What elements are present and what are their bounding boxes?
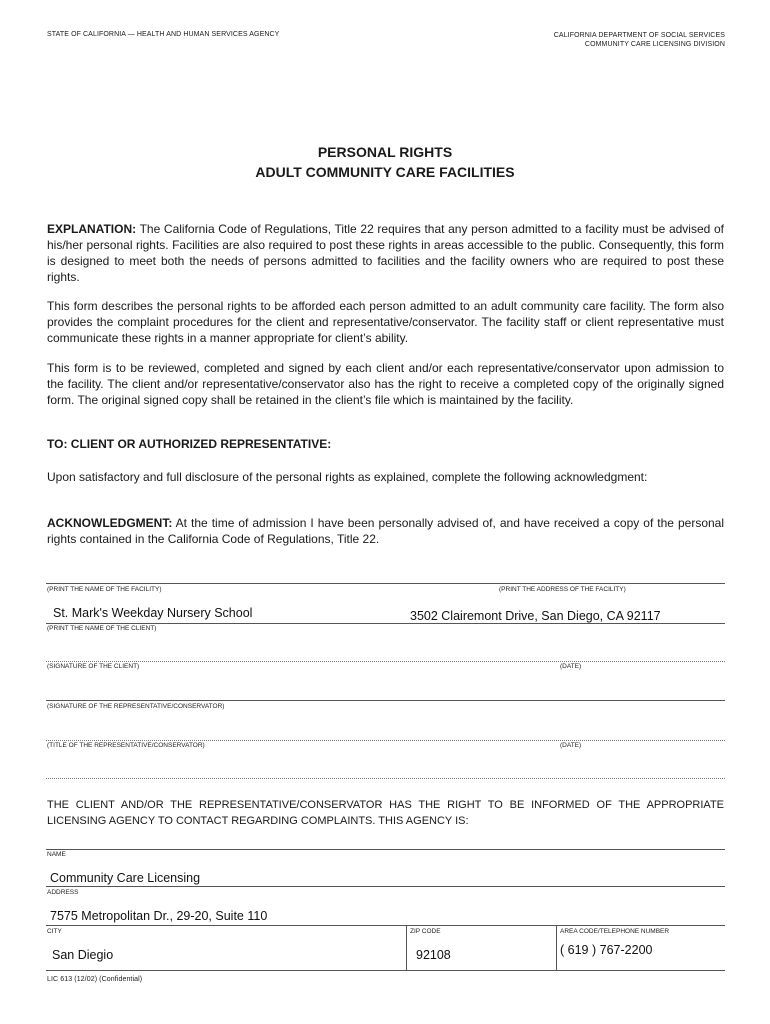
agency-name-field[interactable]: Community Care Licensing [50, 871, 201, 885]
client-signature-rule [46, 700, 725, 701]
client-signature-label: (SIGNATURE OF THE CLIENT) [47, 663, 140, 670]
title-line-1: PERSONAL RIGHTS [317, 144, 453, 160]
agency-bottom-rule [46, 970, 725, 971]
title-line-2: ADULT COMMUNITY CARE FACILITIES [255, 164, 515, 180]
area-code-close-paren: ) [592, 943, 597, 957]
review-instructions-paragraph: This form is to be reviewed, completed and signed by each client and/or each representative/conservator upon admission to the facility. The client and/or representative/conservator also has the right to receive a completed copy of the originally signed form. The original signed copy shall be retained in the client’s file which is maintained by the facility. [47, 361, 724, 407]
rep-signature-field[interactable] [53, 718, 713, 736]
explanation-paragraph [47, 221, 724, 285]
acknowledgment-paragraph [47, 515, 724, 547]
rep-title-field[interactable] [53, 756, 553, 774]
agency-zip-label: ZIP CODE [410, 928, 441, 935]
disclosure-text: Upon satisfactory and full disclosure of the personal rights as explained, complete the following acknowledgment: [47, 470, 648, 484]
agency-header-right [554, 31, 725, 49]
rep-title-rule [46, 778, 725, 779]
agency-address-field[interactable]: 7575 Metropolitan Dr., 29-20, Suite 110 [50, 909, 268, 923]
rep-signature-label: (SIGNATURE OF THE REPRESENTATIVE/CONSERVATOR) [47, 703, 225, 710]
agency-phone-field[interactable] [560, 943, 652, 957]
agency-phone-label: AREA CODE/TELEPHONE NUMBER [560, 928, 670, 935]
acknowledgment-label: ACKNOWLEDGMENT: [47, 516, 173, 530]
acknowledgment-text: At the time of admission I have been personally advised of, and have received a copy of the personal rights contained in the California Code of Regulations, Title 22. [47, 516, 725, 546]
form-number-footer: LIC 613 (12/02) (Confidential) [47, 976, 143, 983]
agency-address-label: ADDRESS [47, 889, 79, 896]
city-zip-divider [406, 925, 407, 971]
agency-name-label: NAME [47, 851, 66, 858]
rep-date-label: (DATE) [560, 742, 582, 749]
agency-name-rule [46, 886, 725, 887]
facility-top-rule [46, 583, 725, 584]
agency-zip-field[interactable]: 92108 [416, 948, 451, 962]
area-code-value: 619 [567, 943, 589, 957]
explanation-text: The California Code of Regulations, Title 22 requires that any person admitted to a facility must be advised of his/her personal rights. Facilities are also required to post these rights in areas accessible to the public. Consequently, this form is designed to meet both the needs of persons admitted to facilities and the facility owners who are required to post these rights. [47, 222, 724, 284]
agency-top-rule [46, 849, 725, 850]
zip-phone-divider [556, 925, 557, 971]
department-name: CALIFORNIA DEPARTMENT OF SOCIAL SERVICES [553, 32, 725, 39]
facility-name-label: (PRINT THE NAME OF THE FACILITY) [47, 586, 162, 593]
agency-address-rule [46, 925, 725, 926]
client-date-label: (DATE) [560, 663, 582, 670]
division-name: COMMUNITY CARE LICENSING DIVISION [584, 41, 725, 48]
phone-number-value: 767-2200 [599, 943, 653, 957]
agency-notice: THE CLIENT AND/OR THE REPRESENTATIVE/CONSERVATOR HAS THE RIGHT TO BE INFORMED OF THE APPROPRIATE LICENSING AGENCY TO CONTACT REGARDING COMPLAINTS. THIS AGENCY IS: [47, 799, 724, 827]
agency-city-field[interactable]: San Diegio [52, 948, 114, 962]
facility-bottom-rule [46, 623, 725, 624]
rep-date-field[interactable] [560, 756, 720, 774]
facility-name-field[interactable]: St. Mark's Weekday Nursery School [53, 606, 253, 620]
form-title [0, 142, 770, 182]
explanation-label: EXPLANATION: [47, 222, 137, 236]
client-name-label: (PRINT THE NAME OF THE CLIENT) [47, 625, 157, 632]
client-signature-field[interactable] [53, 678, 553, 696]
facility-address-label: (PRINT THE ADDRESS OF THE FACILITY) [499, 586, 626, 593]
area-code-open-paren: ( [560, 943, 565, 957]
client-date-field[interactable] [560, 678, 720, 696]
facility-address-field[interactable]: 3502 Clairemont Drive, San Diego, CA 92117 [410, 609, 661, 623]
to-heading: TO: CLIENT OR AUTHORIZED REPRESENTATIVE: [47, 437, 332, 451]
agency-header-left: STATE OF CALIFORNIA — HEALTH AND HUMAN SERVICES AGENCY [47, 31, 280, 38]
rep-title-label: (TITLE OF THE REPRESENTATIVE/CONSERVATOR) [47, 742, 205, 749]
client-name-rule [46, 661, 725, 662]
client-name-field[interactable] [53, 640, 713, 658]
form-description-paragraph: This form describes the personal rights to be afforded each person admitted to an adult community care facility. The form also provides the complaint procedures for the client and representative/conservator. The facility staff or client representative must communicate these rights in a manner appropriate for client’s ability. [47, 299, 724, 345]
agency-city-label: CITY [47, 928, 62, 935]
rep-signature-rule [46, 740, 725, 741]
